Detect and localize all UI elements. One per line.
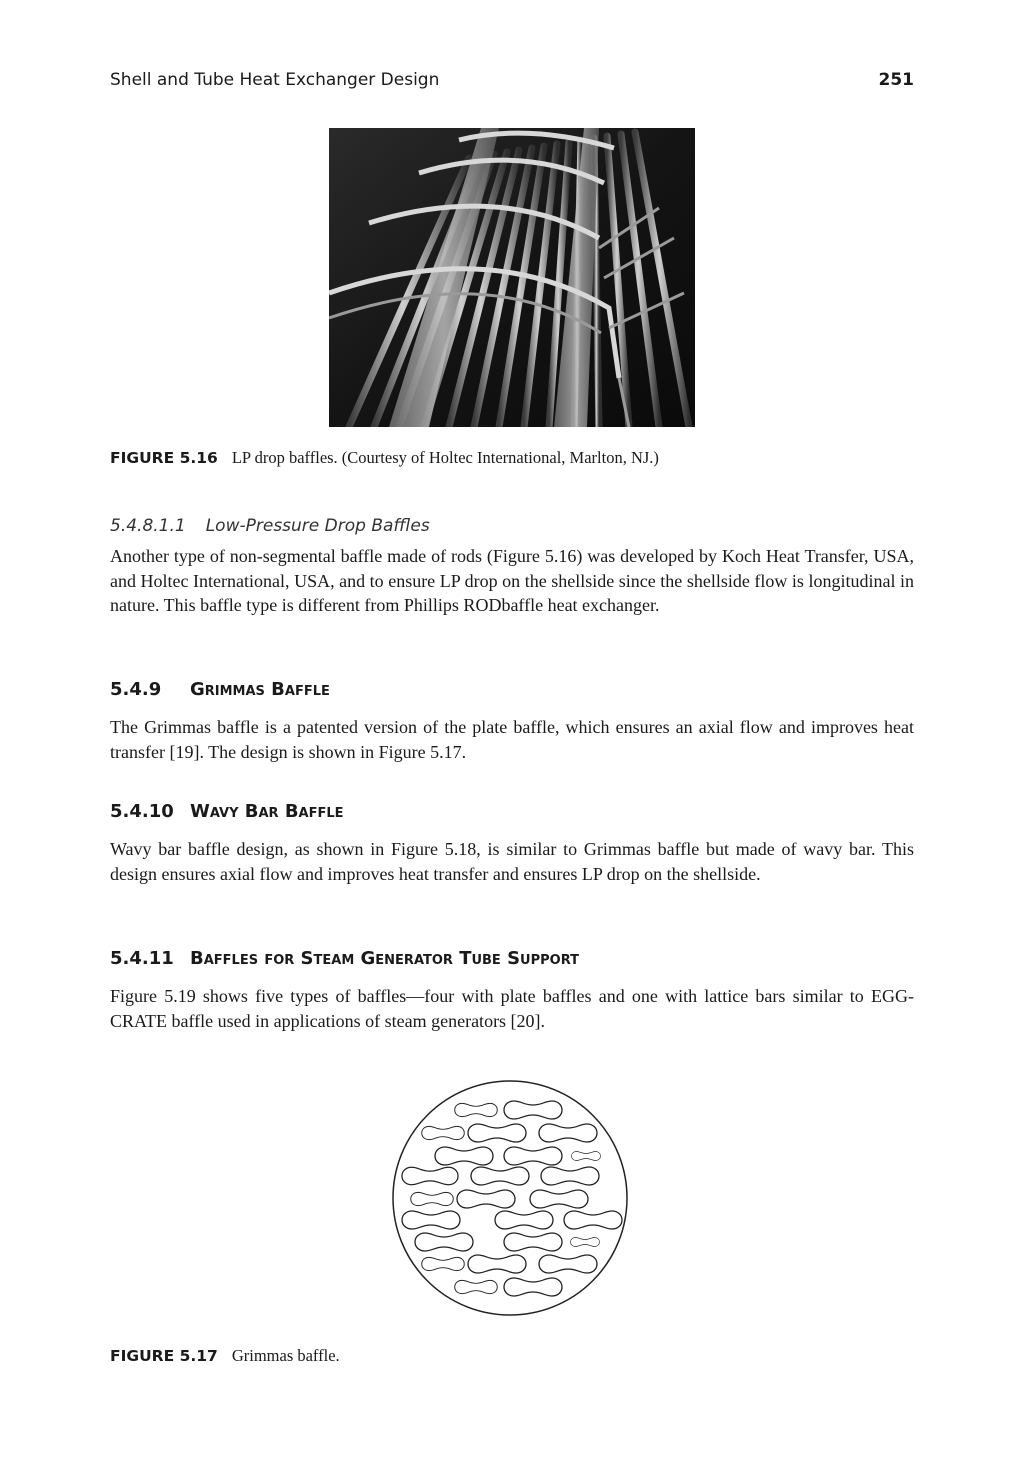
paragraph-lp-drop-baffles: Another type of non-segmental baffle made of rods (Figure 5.16) was developed by Koch Heat Transfer, USA, and Holtec International, USA, and to ensure LP drop on the shellside since the shellside flow is longitudinal in nature. This baffle type is different from Phillips RODbaffle heat exchanger. xyxy=(110,546,914,615)
grimmas-baffle-diagram xyxy=(390,1078,630,1318)
running-head-title: Shell and Tube Heat Exchanger Design xyxy=(110,70,440,90)
section-heading-5-4-10 xyxy=(110,800,344,824)
section-number: 5.4.9 xyxy=(110,679,162,700)
figure-5-17-text: Grimmas baffle. xyxy=(231,1346,340,1365)
running-head xyxy=(110,70,914,94)
section-title: Grimmas Baffle xyxy=(190,679,330,700)
section-title: Baffles for Steam Generator Tube Support xyxy=(190,948,580,969)
paragraph-steam-generator-baffles: Figure 5.19 shows five types of baffles—four with plate baffles and one with lattice bars similar to EGG-CRATE baffle used in applications of steam generators [20]. xyxy=(110,986,914,1031)
paragraph-wavy-bar-baffle: Wavy bar baffle design, as shown in Figure 5.18, is similar to Grimmas baffle but made of wavy bar. This design ensures axial flow and improves heat transfer and ensures LP drop on the shellside. xyxy=(110,839,914,884)
subsection-heading-5-4-8-1-1 xyxy=(110,516,430,536)
book-page xyxy=(110,0,914,1463)
paragraph-grimmas-baffle: The Grimmas baffle is a patented version of the plate baffle, which ensures an axial flow and improves heat transfer [19]. The design is shown in Figure 5.17. xyxy=(110,717,914,762)
subsection-number: 5.4.8.1.1 xyxy=(110,516,186,536)
figure-5-16-text: LP drop baffles. (Courtesy of Holtec International, Marlton, NJ.) xyxy=(231,448,659,467)
lp-drop-baffles-photo xyxy=(329,128,695,427)
figure-5-17-label: FIGURE 5.17 xyxy=(110,1347,218,1365)
section-number: 5.4.11 xyxy=(110,948,174,969)
section-heading-5-4-11 xyxy=(110,947,579,971)
figure-5-16-caption xyxy=(110,447,659,469)
section-heading-5-4-9 xyxy=(110,678,330,702)
subsection-title: Low-Pressure Drop Baffles xyxy=(205,516,430,536)
section-number: 5.4.10 xyxy=(110,801,174,822)
figure-5-16-label: FIGURE 5.16 xyxy=(110,449,218,467)
figure-5-17-caption xyxy=(110,1345,340,1367)
page-number: 251 xyxy=(878,70,914,90)
section-title: Wavy Bar Baffle xyxy=(190,801,344,822)
